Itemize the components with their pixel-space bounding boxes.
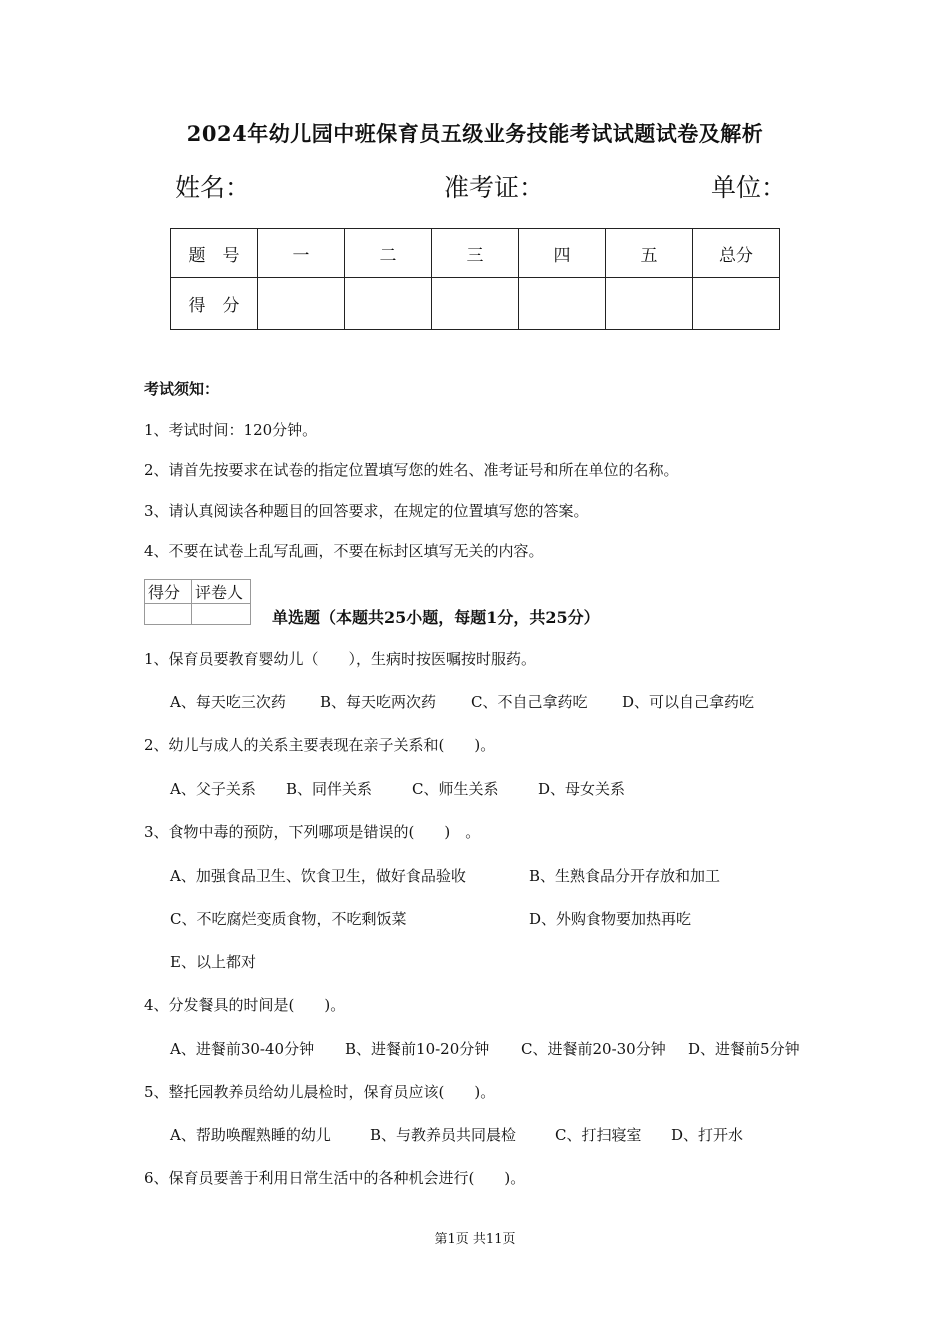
section-title: 单选题（本题共25小题，每题1分，共25分） [272,608,600,627]
grader-score-cell [145,604,192,625]
question-text: 5、整托园教养员给幼儿晨检时，保育员应该( )。 [144,1083,496,1101]
score-cell [432,278,519,330]
score-table-header-cell: 四 [519,229,606,278]
score-table-header-cell: 一 [258,229,345,278]
question-option: A、父子关系 [170,780,256,798]
question-text: 2、幼儿与成人的关系主要表现在亲子关系和( )。 [144,736,496,754]
score-cell [693,278,780,330]
question-option: B、与教养员共同晨检 [370,1126,517,1144]
score-table-header-cell: 五 [606,229,693,278]
page-footer: 第1页 共11页 [434,1232,516,1247]
notice-item: 3、请认真阅读各种题目的回答要求，在规定的位置填写您的答案。 [144,502,589,520]
notice-title: 考试须知： [144,380,220,398]
question-option: A、帮助唤醒熟睡的幼儿 [170,1126,331,1144]
score-row-label: 得 分 [171,278,258,330]
question-option: D、外购食物要加热再吃 [529,910,692,928]
score-cell [519,278,606,330]
question-text: 1、保育员要教育婴幼儿（ ），生病时按医嘱按时服药。 [144,650,537,668]
score-table-header-row [171,229,780,278]
question-option: A、加强食品卫生、饮食卫生，做好食品验收 [170,867,466,885]
unit-field-label: 单位： [711,173,787,202]
score-cell [258,278,345,330]
question-option: C、不自己拿药吃 [471,693,588,711]
question-option: B、生熟食品分开存放和加工 [529,867,721,885]
name-field-label: 姓名： [175,173,251,202]
question-option: A、每天吃三次药 [170,693,286,711]
score-table-score-row [171,278,780,330]
question-option: D、进餐前5分钟 [688,1040,800,1058]
grader-score-label: 得分 [145,580,192,604]
question-text: 3、食物中毒的预防，下列哪项是错误的( ) 。 [144,823,481,841]
score-table-header-cell: 总分 [693,229,780,278]
question-option: B、同伴关系 [286,780,373,798]
notice-item: 2、请首先按要求在试卷的指定位置填写您的姓名、准考证号和所在单位的名称。 [144,461,679,479]
question-text: 4、分发餐具的时间是( )。 [144,996,346,1014]
score-table-header-cell: 三 [432,229,519,278]
score-table-header-cell: 题 号 [171,229,258,278]
question-option: D、打开水 [671,1126,744,1144]
question-option: C、不吃腐烂变质食物，不吃剩饭菜 [170,910,407,928]
score-cell [345,278,432,330]
score-table-header-cell: 二 [345,229,432,278]
question-text: 6、保育员要善于利用日常生活中的各种机会进行( )。 [144,1169,526,1187]
question-option: B、每天吃两次药 [320,693,437,711]
exam-id-field-label: 准考证： [444,173,545,202]
question-option: B、进餐前10-20分钟 [345,1040,490,1058]
question-option: A、进餐前30-40分钟 [170,1040,315,1058]
notice-item: 4、不要在试卷上乱写乱画，不要在标封区填写无关的内容。 [144,542,544,560]
notice-item: 1、考试时间：120分钟。 [144,421,318,439]
page-title: 2024年幼儿园中班保育员五级业务技能考试试题试卷及解析 [186,121,764,146]
score-table [170,228,780,330]
grader-box [144,579,251,625]
question-option: D、可以自己拿药吃 [622,693,755,711]
grader-name-cell [192,604,251,625]
question-option: D、母女关系 [538,780,626,798]
grader-name-label: 评卷人 [192,580,251,604]
score-cell [606,278,693,330]
question-option: E、以上都对 [170,953,256,971]
question-option: C、进餐前20-30分钟 [521,1040,666,1058]
question-option: C、师生关系 [412,780,499,798]
question-option: C、打扫寝室 [555,1126,642,1144]
